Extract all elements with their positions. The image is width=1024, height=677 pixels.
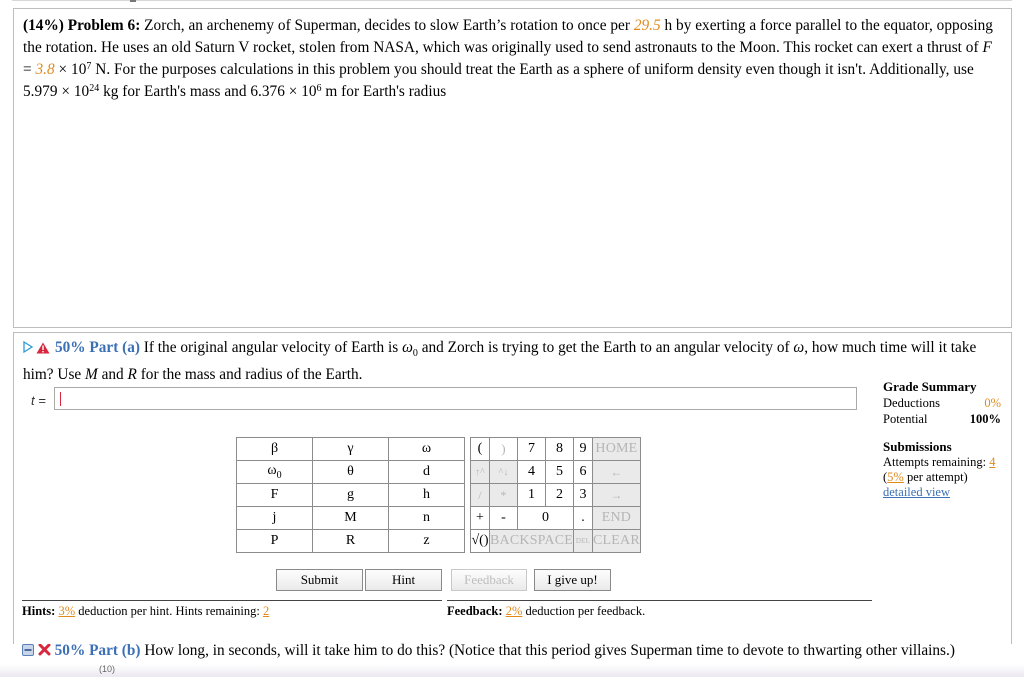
key-multiply[interactable]: * (490, 484, 518, 507)
hints-pct: 3% (58, 604, 76, 618)
feedback-button[interactable]: Feedback (451, 569, 527, 591)
problem-panel (13, 8, 1012, 328)
key-clear[interactable]: CLEAR (592, 530, 640, 553)
deductions-value: 0% (984, 396, 1001, 410)
period-value: 29.5 (633, 17, 661, 34)
key-theta[interactable]: θ (313, 461, 389, 484)
key-R[interactable]: R (313, 530, 389, 553)
hint-button[interactable]: Hint (365, 569, 442, 591)
keypad-row (237, 438, 641, 461)
problem-label: Problem 6: (67, 17, 141, 34)
key-7[interactable]: 7 (517, 438, 545, 461)
key-beta[interactable]: β (237, 438, 313, 461)
problem-weight: (14%) (23, 17, 64, 34)
part-a-text-5: for the mass and radius of the Earth. (136, 366, 363, 384)
radius-exponent: 6 (316, 83, 322, 94)
key-plus[interactable]: + (471, 507, 490, 530)
key-9[interactable]: 9 (573, 438, 592, 461)
problem-text-4: m for Earth's radius (321, 83, 447, 100)
problem-statement (23, 15, 998, 103)
error-icon (38, 642, 51, 659)
hints-bar (22, 600, 442, 622)
force-exponent: 7 (86, 61, 92, 72)
equation-keypad (236, 437, 641, 553)
keypad-row (237, 461, 641, 484)
part-a-text-4: and (97, 366, 128, 384)
submissions-title: Submissions (883, 439, 952, 454)
potential-row (883, 411, 1001, 427)
key-close-paren[interactable]: ) (490, 438, 518, 461)
keypad-row (237, 507, 641, 530)
force-equals: = (23, 61, 36, 78)
attempts-remaining (883, 455, 1001, 470)
keypad-row (237, 484, 641, 507)
grade-summary-title: Grade Summary (883, 379, 977, 394)
key-M[interactable]: M (313, 507, 389, 530)
per-attempt-pct: 5% (887, 470, 904, 484)
feedback-pct: 2% (505, 604, 523, 618)
key-decimal[interactable]: . (573, 507, 592, 530)
mass-exponent: 24 (89, 83, 100, 94)
key-6[interactable]: 6 (573, 461, 592, 484)
hints-remaining: 2 (262, 604, 270, 618)
attempts-label: Attempts remaining: (883, 455, 987, 469)
key-divide[interactable]: / (471, 484, 490, 507)
omega-symbol: ω (793, 339, 805, 356)
key-n[interactable]: n (389, 507, 465, 530)
problem-text-2: h by exerting a force parallel to the equator, opposing the rotation. He uses an old Saturn V rocket, stolen from NASA, which was originally used to send astronauts to the Moon. This rocket can exert a thrust of (23, 17, 993, 56)
top-marker (130, 0, 136, 2)
key-d[interactable]: d (389, 461, 465, 484)
feedback-label: Feedback: (447, 604, 503, 618)
page-bottom-shade (0, 664, 1024, 677)
key-h[interactable]: h (389, 484, 465, 507)
key-minus[interactable]: - (490, 507, 518, 530)
problem-text-3: kg for Earth's mass and 6.376 × 10 (99, 83, 317, 100)
key-home[interactable]: HOME (592, 438, 640, 461)
key-right-arrow[interactable]: → (592, 484, 640, 507)
text-caret (60, 392, 61, 406)
key-gamma[interactable]: γ (313, 438, 389, 461)
key-del[interactable]: DEL (573, 530, 592, 553)
omega0-subscript: 0 (412, 348, 418, 360)
feedback-bar (447, 600, 872, 622)
problem-text-1: Zorch, an archenemy of Superman, decides to slow Earth’s rotation to once per (144, 17, 630, 34)
part-b-label: 50% Part (b) (54, 642, 141, 659)
expand-arrow-icon[interactable] (23, 339, 36, 356)
mass-variable: M (85, 366, 98, 384)
answer-label: t = (31, 393, 46, 408)
part-a-text-1: If the original angular velocity of Earth is (143, 339, 403, 356)
key-down-caret[interactable]: ^↓ (490, 461, 518, 484)
part-a-text-2: and Zorch is trying to get the Earth to an angular velocity of (417, 339, 794, 356)
hints-text: deduction per hint. Hints remaining: (78, 604, 260, 618)
top-divider (12, 0, 1012, 4)
key-3[interactable]: 3 (573, 484, 592, 507)
key-end[interactable]: END (592, 507, 640, 530)
key-0[interactable]: 0 (517, 507, 573, 530)
key-up-caret[interactable]: ↑^ (471, 461, 490, 484)
key-j[interactable]: j (237, 507, 313, 530)
key-F[interactable]: F (237, 484, 313, 507)
key-2[interactable]: 2 (545, 484, 573, 507)
key-z[interactable]: z (389, 530, 465, 553)
key-P[interactable]: P (237, 530, 313, 553)
radius-variable: R (127, 366, 137, 384)
force-unit: N. For the purposes calculations in this problem you should treat the Earth as a sphere of uniform density even though it isn't. Additionally, use 5.979 × 10 (23, 61, 974, 100)
potential-label: Potential (883, 412, 928, 426)
key-8[interactable]: 8 (545, 438, 573, 461)
potential-value: 100% (969, 412, 1001, 426)
part-b-question (22, 641, 955, 661)
key-g[interactable]: g (313, 484, 389, 507)
key-left-arrow[interactable]: ← (592, 461, 640, 484)
give-up-button[interactable]: I give up! (534, 569, 611, 591)
keypad-row (237, 530, 641, 553)
key-omega0[interactable]: $\omega_0$ (237, 461, 313, 484)
key-5[interactable]: 5 (545, 461, 573, 484)
cut-off-text: (10) (99, 664, 116, 674)
answer-input[interactable] (54, 387, 857, 410)
per-attempt-label: per attempt) (906, 470, 968, 484)
per-attempt-note: (5% per attempt) (883, 470, 968, 484)
deductions-label: Deductions (883, 396, 940, 410)
warning-icon (36, 339, 50, 360)
collapse-icon[interactable] (22, 642, 34, 659)
feedback-text: deduction per feedback. (525, 604, 646, 618)
part-b-text: How long, in seconds, will it take him to do this? (Notice that this period gives Superman time to devote to thwarting other villains.) (144, 642, 955, 659)
force-value: 3.8 (35, 61, 55, 78)
deductions-row (883, 395, 1001, 411)
hints-label: Hints: (22, 604, 56, 618)
key-backspace[interactable]: BACKSPACE (490, 530, 574, 553)
detailed-view-link[interactable]: detailed view (883, 485, 950, 499)
force-times: × 10 (54, 61, 87, 78)
key-omega[interactable]: ω (389, 438, 465, 461)
submit-button[interactable]: Submit (276, 569, 363, 591)
attempts-value: 4 (989, 455, 996, 469)
key-sqrt[interactable]: √() (471, 530, 490, 553)
grade-summary (883, 379, 1001, 500)
key-open-paren[interactable]: ( (471, 438, 490, 461)
part-a-label: 50% Part (a) (55, 339, 140, 356)
part-a-panel (13, 332, 1012, 644)
part-a-text-3: , how much time will it take him? Use (23, 339, 977, 384)
force-variable: F (982, 39, 992, 56)
key-4[interactable]: 4 (517, 461, 545, 484)
omega0-symbol: ω (402, 339, 413, 356)
part-a-question (23, 337, 1003, 385)
key-1[interactable]: 1 (517, 484, 545, 507)
